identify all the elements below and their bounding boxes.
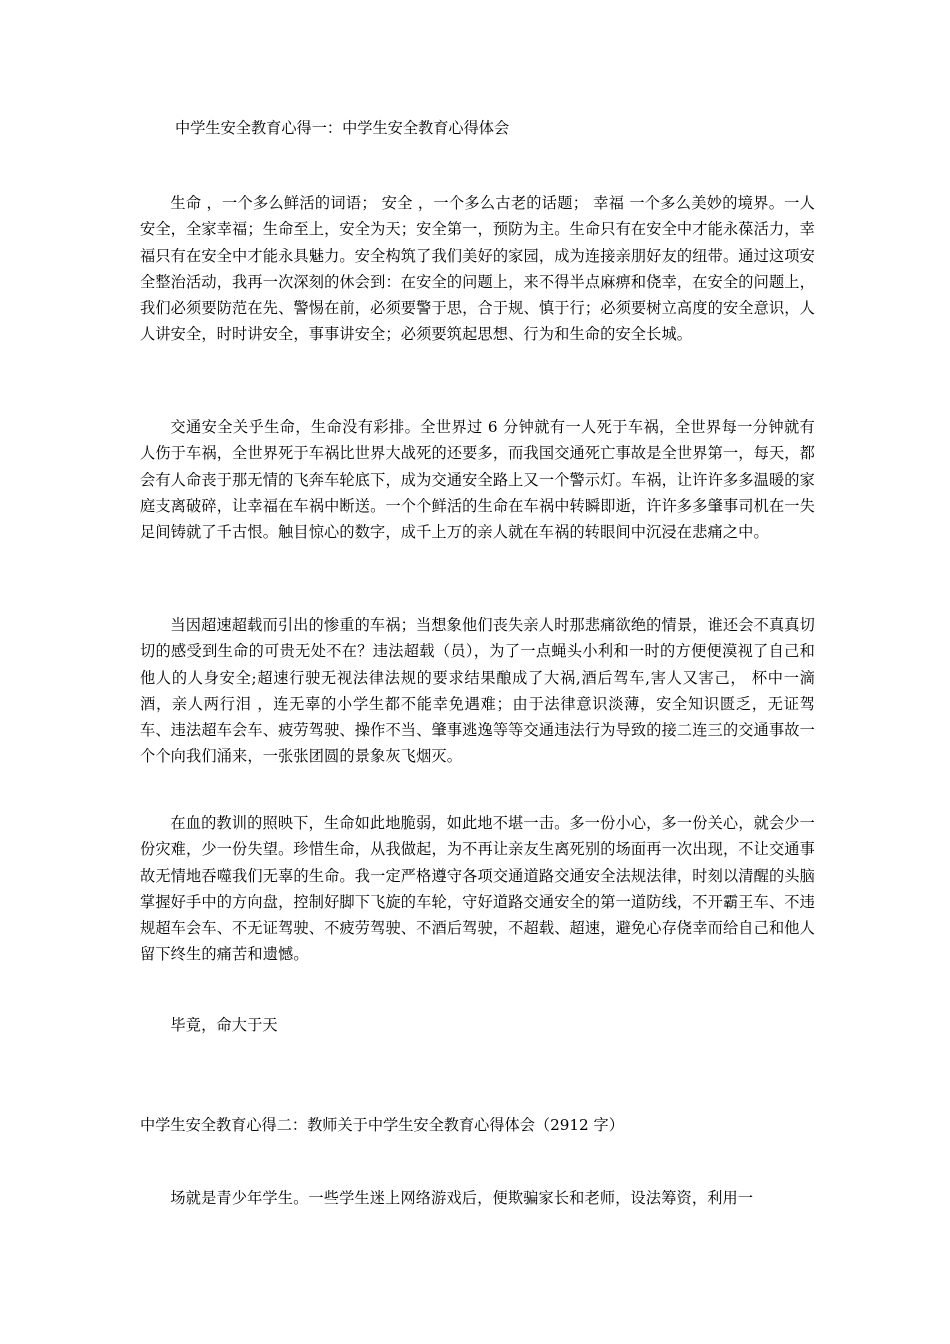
- paragraph-traffic-safety: [140, 414, 815, 545]
- paragraph-teenager-gaming: [140, 1185, 815, 1211]
- paragraph-conclusion: [140, 1012, 815, 1038]
- paragraph-life-safety: [140, 190, 815, 348]
- paragraph-text: 毕竟，命大于天: [170, 1016, 278, 1034]
- section-heading-2: 中学生安全教育心得二：教师关于中学生安全教育心得体会（2912 字）: [140, 1116, 624, 1134]
- paragraph-text: 在血的教训的照映下，生命如此地脆弱，如此地不堪一击。多一份小心，多一份关心，就会少一份灾难，少一份失望。珍惜生命，从我做起，为不再让亲友生离死别的场面再一次出现，不让交通事故无情地吞噬我们无辜的生命。我一定严格遵守各项交通道路交通安全法规法律，时刻以清醒的头脑掌握好手中的方向盘，控制好脚下飞旋的车轮，守好道路交通安全的第一道防线，不开霸王车、不违规超车会车、不无证驾驶、不疲劳驾驶、不酒后驾驶，不超载、超速，避免心存侥幸而给自己和他人留下终生的痛苦和遗憾。: [140, 814, 815, 964]
- paragraph-text: 交通安全关乎生命，生命没有彩排。全世界过 6 分钟就有一人死于车祸，全世界每一分钟就有人伤于车祸，全世界死于车祸比世界大战死的还要多，而我国交通死亡事故是全世界第一，每天，都会有人命丧于那无情的飞奔车轮底下，成为交通安全路上又一个警示灯。车祸，让许许多多温暖的家庭支离破碎，让幸福在车祸中断送。一个个鲜活的生命在车祸中转瞬即逝，许许多多肇事司机在一失足间铸就了千古恨。触目惊心的数字，成千上万的亲人就在车祸的转眼间中沉浸在悲痛之中。: [140, 418, 815, 542]
- paragraph-cherish-life: [140, 810, 815, 968]
- paragraph-text: 场就是青少年学生。一些学生迷上网络游戏后，便欺骗家长和老师，设法筹资，利用一: [170, 1189, 754, 1207]
- section-heading-1: 中学生安全教育心得一：中学生安全教育心得体会: [175, 119, 510, 137]
- paragraph-text: 当因超速超载而引出的惨重的车祸；当想象他们丧失亲人时那悲痛欲绝的情景，谁还会不真真切切的感受到生命的可贵无处不在？违法超载（员），为了一点蝇头小利和一时的方便便漠视了自己和他人的人身安全;超速行驶无视法律法规的要求结果酿成了大祸,酒后驾车,害人又害己， 杯中一滴酒，亲人两行泪 ，连无辜的小学生都不能幸免遇难；由于法律意识淡薄，安全知识匮乏，无证驾车、违法超车会车、疲劳驾驶、操作不当、肇事逃逸等等交通违法行为导致的接二连三的交通事故一个个向我们涌来，一张张团圆的景象灰飞烟灭。: [140, 616, 815, 766]
- paragraph-text: 生命 ，一个多么鲜活的词语； 安全 ，一个多么古老的话题； 幸福 一个多么美妙的境界。一人安全，全家幸福；生命至上，安全为天；安全第一，预防为主。生命只有在安全中才能永葆活力，幸福只有在安全中才能永具魅力。安全构筑了我们美好的家园，成为连接亲朋好友的纽带。通过这项安全整治活动，我再一次深刻的休会到：在安全的问题上，来不得半点麻痹和侥幸，在安全的问题上，我们必须要防范在先、警惕在前，必须要警于思，合于规、慎于行；必须要树立高度的安全意识，人人讲安全，时时讲安全，事事讲安全；必须要筑起思想、行为和生命的安全长城。: [140, 194, 815, 344]
- paragraph-overloading-accidents: [140, 612, 815, 770]
